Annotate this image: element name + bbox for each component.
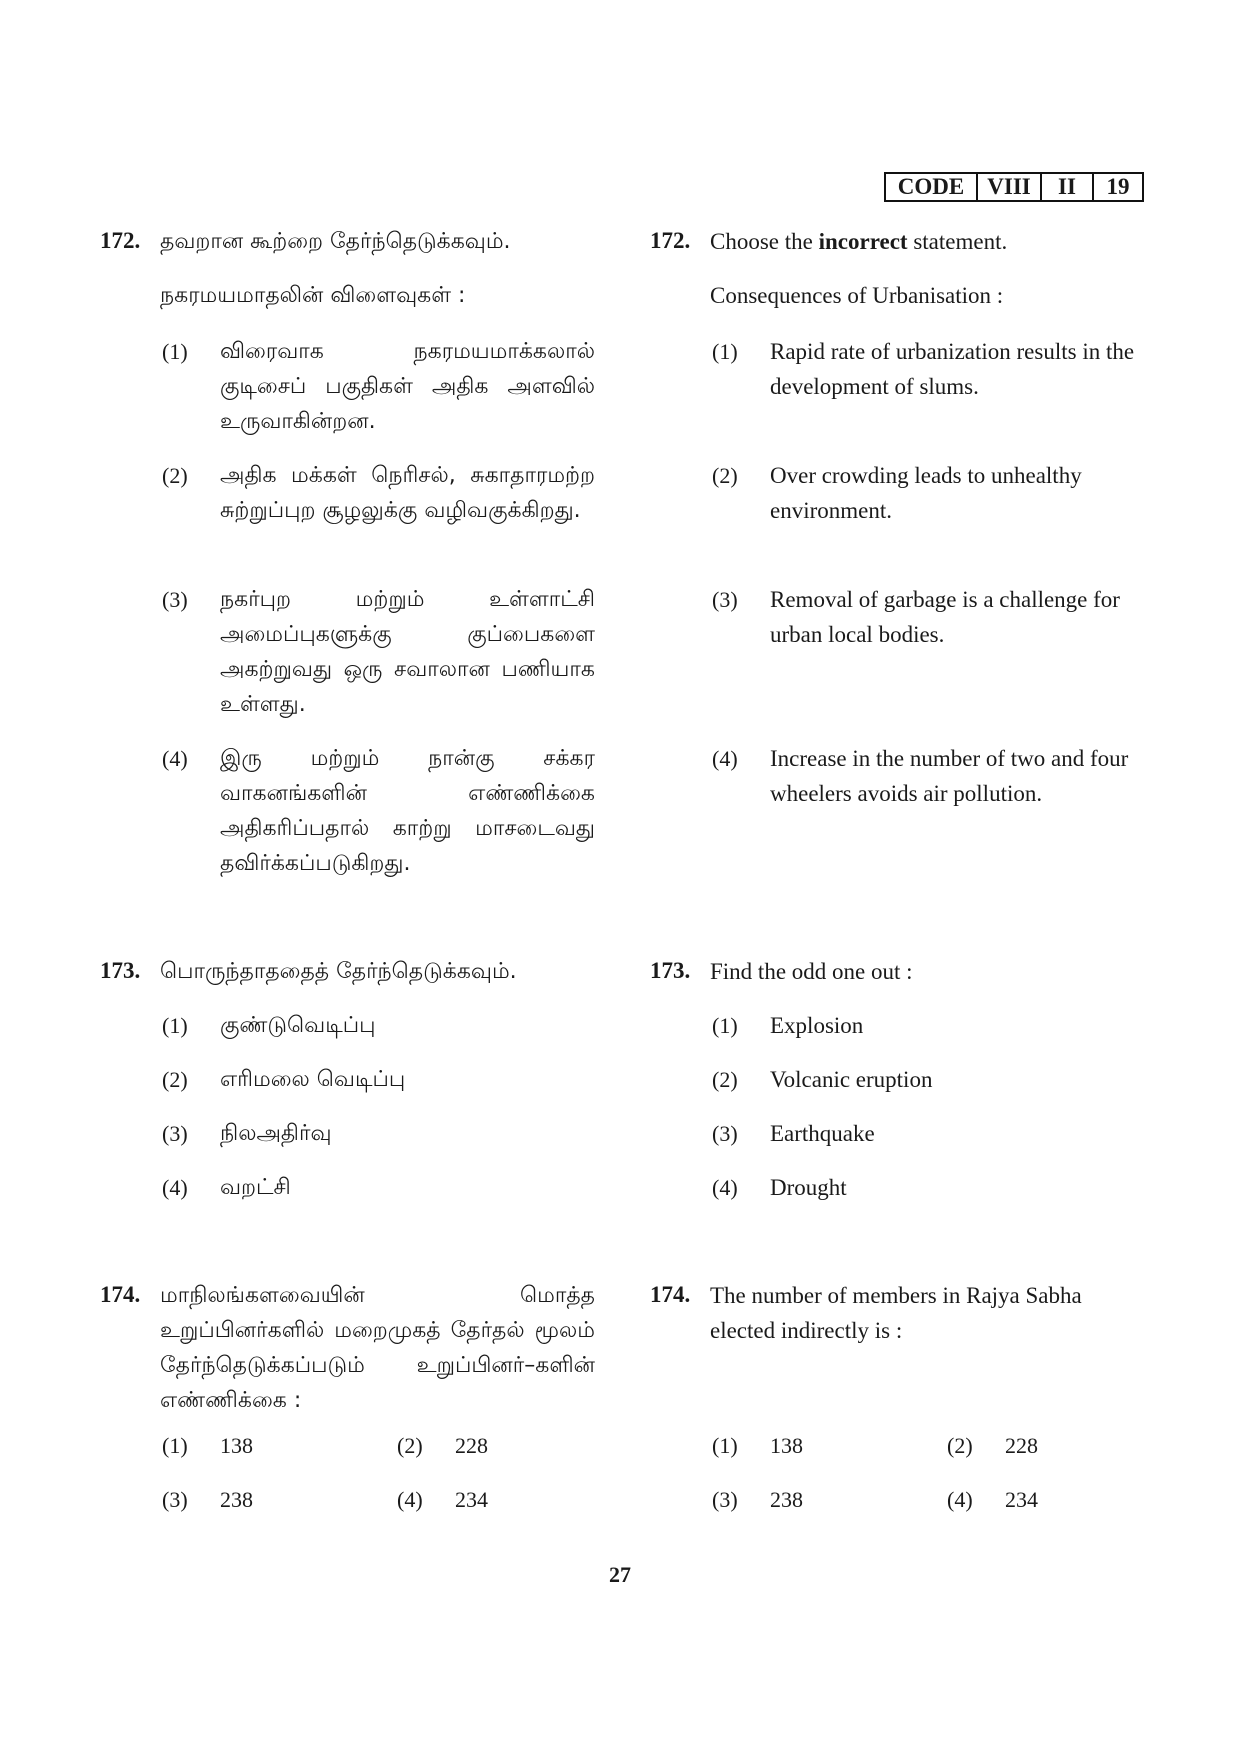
page-number: 27	[609, 1562, 631, 1587]
option-1-value: 138	[220, 1433, 253, 1458]
question-stem: Find the odd one out :	[710, 959, 913, 984]
option-text: நகர்புற மற்றும் உள்ளாட்சி அமைப்புகளுக்கு குப்பைகளை அகற்றுவது ஒரு சவாலான பணியாக உள்ளது.	[220, 587, 595, 717]
question-number: 173.	[100, 958, 141, 983]
code-cell-paper: II	[1042, 174, 1094, 200]
option-text: எரிமலை வெடிப்பு	[220, 1067, 406, 1092]
option-text: Removal of garbage is a challenge for urban local bodies.	[770, 587, 1120, 647]
option-text: Increase in the number of two and four wheelers avoids air pollution.	[770, 746, 1129, 806]
option-3-number: (3)	[162, 1487, 188, 1512]
option-text: குண்டுவெடிப்பு	[220, 1013, 376, 1038]
question-stem: The number of members in Rajya Sabha elected indirectly is :	[710, 1283, 1082, 1343]
option-2-number: (2)	[397, 1433, 423, 1458]
question-number: 172.	[100, 228, 141, 253]
question-stem: மாநிலங்களவையின் மொத்த உறுப்பினர்களில் மறைமுகத் தேர்தல் மூலம் தேர்ந்தெடுக்கப்படும் உறுப்பினர்–களின் எண்ணிக்கை :	[160, 1283, 595, 1413]
option-text: வறட்சி	[220, 1175, 291, 1200]
question-subheading: நகரமயமாதலின் விளைவுகள் :	[160, 283, 466, 308]
option-4-value: 234	[1005, 1487, 1038, 1512]
option-text: Drought	[770, 1175, 847, 1200]
option-1-value: 138	[770, 1433, 803, 1458]
option-4-value: 234	[455, 1487, 488, 1512]
option-2-value: 228	[1005, 1433, 1038, 1458]
options-row-2	[712, 1487, 1145, 1522]
question-stem: Choose the incorrect statement.	[710, 229, 1008, 254]
options-row-2	[162, 1487, 595, 1522]
option-2-value: 228	[455, 1433, 488, 1458]
question-stem: பொருந்தாததைத் தேர்ந்தெடுக்கவும்.	[160, 959, 517, 984]
option-text: இரு மற்றும் நான்கு சக்கர வாகனங்களின் எண்ணிக்கை அதிகரிப்பதால் காற்று மாசடைவது தவிர்க்கப்படுகிறது.	[220, 746, 595, 876]
question-number: 172.	[650, 228, 691, 253]
english-column: 172. Choose the incorrect statement. Consequences of Urbanisation : (1) Rapid rate of urbanization results in the development of slums. (2) Over crowding leads to unhealthy environment. (3) Removal of garbage is a challenge for urban local bodies. (4) Increase in the number of two and four wheelers avoids air pollution. 173. Find the odd one out : (1) Explosion (2) Volcanic eruption (3) Earthquake (4) Drought 174. The number of members in Rajya Sabha elected indirectly is : (1) 138 (2) 228 (3) 238 (4) 234	[650, 0, 1145, 1755]
question-subheading: Consequences of Urbanisation :	[710, 283, 1004, 308]
options-row-1	[162, 1433, 595, 1468]
option-2-number: (2)	[947, 1433, 973, 1458]
option-text: Over crowding leads to unhealthy environment.	[770, 463, 1082, 523]
option-1-number: (1)	[162, 1433, 188, 1458]
options-row-1	[712, 1433, 1145, 1468]
option-text: Rapid rate of urbanization results in the development of slums.	[770, 339, 1135, 399]
option-text: அதிக மக்கள் நெரிசல், சுகாதாரமற்ற சுற்றுப்புற சூழலுக்கு வழிவகுக்கிறது.	[220, 463, 595, 523]
option-3-value: 238	[220, 1487, 253, 1512]
code-cell-class: VIII	[978, 174, 1042, 200]
option-3-value: 238	[770, 1487, 803, 1512]
option-3-number: (3)	[712, 1487, 738, 1512]
question-stem: தவறான கூற்றை தேர்ந்தெடுக்கவும்.	[160, 229, 511, 254]
option-1-number: (1)	[712, 1433, 738, 1458]
option-4-number: (4)	[947, 1487, 973, 1512]
question-number: 173.	[650, 958, 691, 983]
tamil-column: 172. தவறான கூற்றை தேர்ந்தெடுக்கவும். நகரமயமாதலின் விளைவுகள் : (1) விரைவாக நகரமயமாக்கலால் குடிசைப் பகுதிகள் அதிக அளவில் உருவாகின்றன. (2) அதிக மக்கள் நெரிசல், சுகாதாரமற்ற சுற்றுப்புற சூழலுக்கு வழிவகுக்கிறது. (3) நகர்புற மற்றும் உள்ளாட்சி அமைப்புகளுக்கு குப்பைகளை அகற்றுவது ஒரு சவாலான பணியாக உள்ளது. (4) இரு மற்றும் நான்கு சக்கர வாகனங்களின் எண்ணிக்கை அதிகரிப்பதால் காற்று மாசடைவது தவிர்க்கப்படுகிறது. 173. பொருந்தாததைத் தேர்ந்தெடுக்கவும். (1) குண்டுவெடிப்பு (2) எரிமலை வெடிப்பு (3) நிலஅதிர்வு (4) வறட்சி 174. மாநிலங்களவையின் மொத்த உறுப்பினர்களில் மறைமுகத் தேர்தல் மூலம் தேர்ந்தெடுக்கப்படும் உறுப்பினர்–களின் எண்ணிக்கை : (1) 138 (2) 228 (3) 238 (4) 234	[100, 0, 595, 1755]
option-4-number: (4)	[397, 1487, 423, 1512]
option-text: Earthquake	[770, 1121, 875, 1146]
option-text: நிலஅதிர்வு	[220, 1121, 332, 1146]
option-text: Volcanic eruption	[770, 1067, 933, 1092]
code-cell-number: 19	[1106, 174, 1130, 199]
code-cell-label: CODE	[886, 174, 978, 200]
question-number: 174.	[100, 1282, 141, 1307]
question-number: 174.	[650, 1282, 691, 1307]
option-text: Explosion	[770, 1013, 864, 1038]
emphasis-incorrect: incorrect	[818, 229, 908, 254]
option-text: விரைவாக நகரமயமாக்கலால் குடிசைப் பகுதிகள் அதிக அளவில் உருவாகின்றன.	[220, 339, 595, 434]
